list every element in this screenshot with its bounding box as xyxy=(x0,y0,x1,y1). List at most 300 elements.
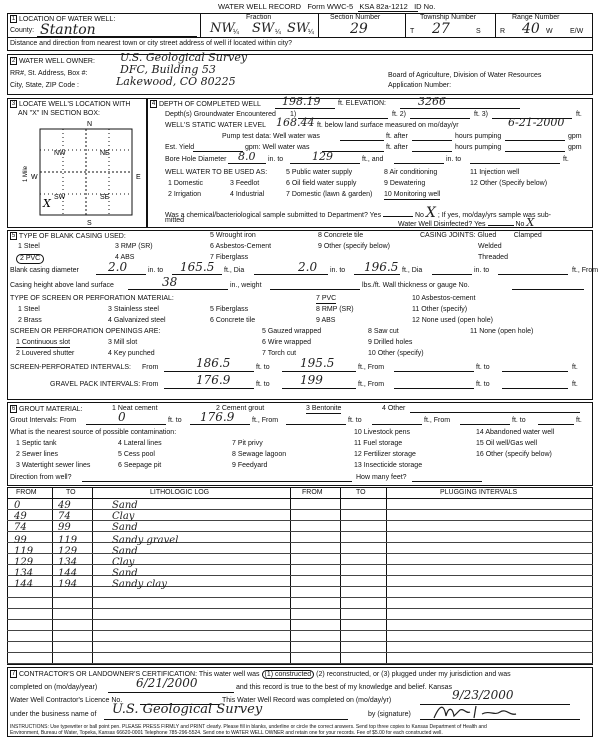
screen-fiberglass[interactable]: 5 Fiberglass xyxy=(210,306,249,313)
pump-line-2 xyxy=(412,140,452,141)
spi-ftend: ft. xyxy=(572,364,578,371)
chem-mitted: mitted xyxy=(165,217,185,224)
log-row-litho: Sand xyxy=(112,522,138,533)
pump-line-3 xyxy=(505,140,565,141)
id-line xyxy=(358,11,418,12)
s1-divider-2 xyxy=(318,13,319,38)
log-row-from: 74 xyxy=(14,522,27,533)
open-drilled[interactable]: 9 Drilled holes xyxy=(368,339,413,346)
grout-line-3 xyxy=(286,424,346,425)
use-air-conditioning[interactable]: 8 Air conditioning xyxy=(384,169,438,176)
casing-joints-clamped[interactable]: Clamped xyxy=(513,232,542,239)
range-ew: E/W xyxy=(570,28,584,35)
casing-diameter-label: Blank casing diameter xyxy=(10,267,79,274)
casing-diameter-1: 2.0 xyxy=(108,260,128,274)
log-header-to-2: TO xyxy=(356,489,366,496)
contam-oil-gas[interactable]: 15 Oil well/Gas well xyxy=(476,440,538,447)
completed-tail: and this record is true to the best of my knowledge and belief. Kansas xyxy=(236,684,452,691)
license-label: Water Well Contractor's Licence No. xyxy=(10,697,123,704)
contam-sewage-lagoon[interactable]: 8 Sewage lagoon xyxy=(232,451,287,458)
completed-date: 6/21/2000 xyxy=(136,676,198,690)
contam-sewer[interactable]: 2 Sewer lines xyxy=(16,451,59,458)
gw-2: ft. 2) xyxy=(392,111,407,118)
direction-line xyxy=(82,481,352,482)
screen-other[interactable]: 11 Other (specify) xyxy=(412,306,468,313)
cert-line-1 xyxy=(10,670,511,679)
contam-insecticide[interactable]: 13 Insecticide storage xyxy=(354,462,423,469)
static-level-value: 168.44 xyxy=(276,116,315,129)
s7-number: 7 xyxy=(11,671,16,677)
nw-label: NW xyxy=(54,150,66,157)
casing-asbestos[interactable]: 6 Asbestos-Cement xyxy=(210,243,272,250)
signature-label: by (signature) xyxy=(368,711,411,718)
grout-bentonite[interactable]: 3 Bentonite xyxy=(306,405,341,414)
log-row-from: 119 xyxy=(14,546,34,557)
grout-other[interactable]: 4 Other xyxy=(382,405,406,412)
open-torch-cut[interactable]: 7 Torch cut xyxy=(262,350,297,357)
log-rule xyxy=(7,597,593,598)
board-label: Board of Agriculture, Division of Water Resources xyxy=(388,72,542,79)
disinfect-row xyxy=(398,217,534,230)
form-number: Form WWC-5 xyxy=(307,2,354,11)
yield-line xyxy=(193,151,243,152)
casing-weight-label: in., weight xyxy=(230,282,262,289)
screen-steel[interactable]: 1 Steel xyxy=(18,306,40,313)
grout-line-6 xyxy=(538,424,574,425)
open-continuous[interactable]: 1 Continuous slot xyxy=(16,339,70,348)
chem-no-mark: X xyxy=(425,205,436,221)
quarter-3: SW xyxy=(287,21,310,36)
contam-watertight-sewer[interactable]: 3 Watertight sewer lines xyxy=(16,462,91,469)
log-row-to: 49 xyxy=(58,500,71,511)
grout-line-1 xyxy=(86,424,166,425)
static-level-date: 6-21-2000 xyxy=(508,116,565,129)
s1-divider-1 xyxy=(200,13,201,38)
dia-to-2: in. to xyxy=(330,267,346,274)
depth-row xyxy=(150,100,261,109)
casing-other[interactable]: 9 Other (specify below) xyxy=(318,243,390,250)
log-row-litho: Sand xyxy=(112,546,138,557)
wall-thickness-label: lbs./ft. Wall thickness or gauge No. xyxy=(362,282,470,289)
chem-tail: ; If yes, mo/day/yrs sample was sub- xyxy=(437,212,552,219)
city-value: Lakewood, CO 80225 xyxy=(116,75,236,88)
casing-joints-glued[interactable]: CASING JOINTS: Glued xyxy=(420,232,497,239)
signature-stroke xyxy=(434,706,516,718)
bore-line xyxy=(228,163,266,164)
quarter-2: SW xyxy=(252,21,275,36)
s2-title: WATER WELL OWNER: xyxy=(18,57,95,65)
depth-label: DEPTH OF COMPLETED WELL xyxy=(158,100,261,108)
dia-ftdia: ft., Dia xyxy=(224,267,245,274)
address-value: DFC, Building 53 xyxy=(120,63,216,76)
open-gauzed[interactable]: 5 Gauzed wrapped xyxy=(262,328,322,335)
yield-hours: hours pumping xyxy=(455,144,502,151)
casing-concrete-tile[interactable]: 8 Concrete tile xyxy=(318,232,364,239)
bore-to-value: 129 xyxy=(312,150,333,163)
spi-line-4 xyxy=(502,371,568,372)
location-x-mark: X xyxy=(43,197,51,210)
quarter-3-suffix: ¼ xyxy=(308,29,314,36)
casing-joints xyxy=(420,232,542,240)
east-label: E xyxy=(136,174,141,181)
bore-and: ft., and xyxy=(362,156,384,163)
s6-label xyxy=(10,405,82,414)
cert-text-1: This water well was xyxy=(198,670,260,678)
quarter-2-suffix: ¼ xyxy=(275,29,281,36)
casing-abs[interactable]: 4 ABS xyxy=(115,254,135,261)
township-value: 27 xyxy=(432,21,450,37)
bore-to-label: in. to xyxy=(268,156,284,163)
bore-line-4 xyxy=(470,163,560,164)
open-mill-slot[interactable]: 3 Mill slot xyxy=(108,339,138,346)
log-rule xyxy=(7,531,593,532)
se-label: SE xyxy=(100,194,110,201)
contam-feedyard[interactable]: 9 Feedyard xyxy=(232,462,268,469)
range-value: 40 xyxy=(522,21,540,37)
casing-diameter-2: 2.0 xyxy=(298,260,318,274)
gravel-pack-label: GRAVEL PACK INTERVALS: xyxy=(50,381,141,388)
use-oil-field[interactable]: 6 Oil field water supply xyxy=(286,180,357,187)
disinfect-yes-line[interactable] xyxy=(488,225,514,226)
township-label: Township Number xyxy=(420,14,477,21)
screen-material-label: TYPE OF SCREEN OR PERFORATION MATERIAL: xyxy=(10,295,174,302)
grout-ftto: ft. to xyxy=(348,417,362,424)
casing-wrought-iron[interactable]: 5 Wrought iron xyxy=(210,232,256,239)
spi-line-2 xyxy=(282,371,356,372)
log-row-to: 129 xyxy=(58,546,78,557)
log-row-to: 134 xyxy=(58,557,78,568)
log-header-from-2: FROM xyxy=(302,489,323,496)
log-header-to: TO xyxy=(66,489,76,496)
range-suffix: W xyxy=(546,28,553,35)
use-lawn-garden[interactable]: 7 Domestic (lawn & garden) xyxy=(286,191,373,198)
log-rule xyxy=(7,564,593,565)
gpi-line-1 xyxy=(164,388,254,389)
contam-pit-privy[interactable]: 7 Pit privy xyxy=(232,440,263,447)
pump-after: ft. after xyxy=(386,133,408,140)
log-row-from: 144 xyxy=(14,579,34,590)
casing-joints-welded[interactable]: Welded xyxy=(478,243,502,250)
screen-none[interactable]: 12 None used (open hole) xyxy=(412,317,493,324)
use-dewatering[interactable]: 9 Dewatering xyxy=(384,180,426,187)
pump-line-1 xyxy=(340,140,384,141)
s2-number: 2 xyxy=(11,58,16,64)
sw-label: SW xyxy=(54,194,66,201)
log-row-litho: Sand xyxy=(112,500,138,511)
open-other[interactable]: 10 Other (specify) xyxy=(368,350,424,357)
fraction-label: Fraction xyxy=(246,14,272,21)
gpi-line-4 xyxy=(502,388,568,389)
weight-line xyxy=(270,289,360,290)
elevation-line xyxy=(400,108,520,109)
record-completed-date: 9/23/2000 xyxy=(452,688,514,702)
log-rule xyxy=(7,575,593,576)
dia-line-5 xyxy=(432,274,472,275)
grout-line-4 xyxy=(372,424,422,425)
open-louvered[interactable]: 2 Louvered shutter xyxy=(16,350,75,357)
contam-other[interactable]: 16 Other (specify below) xyxy=(476,451,552,458)
use-irrigation[interactable]: 2 Irrigation xyxy=(168,191,202,198)
dia-end: in. to xyxy=(474,267,490,274)
use-domestic[interactable]: 1 Domestic xyxy=(168,180,204,187)
grout-ftto-2: ft. to xyxy=(512,417,526,424)
grout-to: ft. to xyxy=(168,417,182,424)
log-row-to: 194 xyxy=(58,579,78,590)
application-number-label: Application Number: xyxy=(388,82,452,89)
use-monitoring-well[interactable]: 10 Monitoring well xyxy=(384,191,440,200)
gw-3: ft. 3) xyxy=(474,111,489,118)
log-rule xyxy=(7,542,593,543)
casing-joints-threaded[interactable]: Threaded xyxy=(478,254,508,261)
log-row-litho: Clay xyxy=(112,511,135,522)
casing-depth-1: 165.5 xyxy=(180,260,215,274)
casing-height-label: Casing height above land surface xyxy=(10,282,114,289)
height-line xyxy=(128,289,228,290)
s5-title: TYPE OF BLANK CASING USED: xyxy=(18,232,126,240)
s3-label xyxy=(10,100,131,109)
log-col-2 xyxy=(92,487,93,665)
log-rule xyxy=(7,586,593,587)
county-line xyxy=(37,36,197,37)
grout-neat-cement[interactable]: 1 Neat cement xyxy=(112,405,158,412)
log-header-plugging: PLUGGING INTERVALS xyxy=(440,489,518,496)
statute: KSA 82a-1212 xyxy=(359,2,408,11)
casing-rmp[interactable]: 3 RMP (SR) xyxy=(115,243,153,250)
dia-line-6 xyxy=(498,274,568,275)
instructions-2: Environment, Bureau of Water, Topeka, Kansas 66620-0001 Telephone 785-296-5524. Send one to WATER WELL OWNER and retain one for your records. Fee of $5.00 for each constructed well. xyxy=(10,730,443,736)
screen-asbestos[interactable]: 10 Asbestos-cement xyxy=(412,295,476,302)
completed-label: completed on (mo/day/year) xyxy=(10,684,98,691)
county-value: Stanton xyxy=(40,22,96,38)
disinfect-no-mark: X xyxy=(526,216,535,229)
township-prefix: T xyxy=(410,28,415,35)
grout-intervals-label: Grout Intervals: From xyxy=(10,417,77,424)
screen-intervals-label: SCREEN-PERFORATED INTERVALS: xyxy=(10,364,131,371)
screen-abs[interactable]: 9 ABS xyxy=(316,317,336,324)
gpi-ftto: ft. to xyxy=(256,381,270,388)
yield-line-3 xyxy=(412,151,452,152)
bore-to-line xyxy=(290,163,360,164)
id-label: ID No. xyxy=(414,2,436,11)
s3-title: LOCATE WELL'S LOCATION WITH xyxy=(18,100,131,108)
screen-interval-to: 195.5 xyxy=(300,356,335,370)
spi-line-1 xyxy=(164,371,254,372)
static-level-label: WELL'S STATIC WATER LEVEL xyxy=(165,122,267,129)
cert-constructed[interactable]: (1) constructed xyxy=(262,670,315,679)
spi-from-label: From xyxy=(142,364,159,371)
s1-title: LOCATION OF WATER WELL: xyxy=(18,15,116,23)
s5-label xyxy=(10,232,126,241)
business-label: under the business name of xyxy=(10,711,97,718)
log-col-5 xyxy=(386,487,387,665)
chem-no-label: No xyxy=(414,212,424,219)
use-public-water[interactable]: 5 Public water supply xyxy=(286,169,353,176)
use-industrial[interactable]: 4 Industrial xyxy=(230,191,265,198)
screen-pvc[interactable]: 7 PVC xyxy=(316,295,336,304)
yield-mid: gpm: Well water was xyxy=(245,144,310,151)
contam-fertilizer[interactable]: 12 Fertilizer storage xyxy=(354,451,416,458)
log-row-to: 119 xyxy=(58,535,78,546)
section-locator-grid[interactable] xyxy=(10,117,145,227)
casing-pvc[interactable]: 2 PVC xyxy=(16,254,44,264)
grout-line-2 xyxy=(190,424,250,425)
screen-rmp[interactable]: 8 RMP (SR) xyxy=(316,306,354,313)
log-rule xyxy=(7,608,593,609)
gpi-line-2 xyxy=(282,388,356,389)
use-injection-well[interactable]: 11 Injection well xyxy=(470,169,520,176)
casing-height-value: 38 xyxy=(162,275,178,289)
log-row-litho: Sandy gravel xyxy=(112,535,179,546)
grout-interval-from: 0 xyxy=(118,410,126,424)
s6-number: 6 xyxy=(11,406,16,412)
log-col-3 xyxy=(290,487,291,665)
log-row-to: 74 xyxy=(58,511,71,522)
bore-value: 8.0 xyxy=(238,150,256,163)
log-row-litho: Sandy clay xyxy=(112,579,167,590)
spi-ftto-2: ft. to xyxy=(476,364,490,371)
contam-livestock[interactable]: 10 Livestock pens xyxy=(354,429,411,436)
open-key-punched[interactable]: 4 Key punched xyxy=(108,350,155,357)
gw-line-2 xyxy=(410,118,470,119)
grout-interval-to: 176.9 xyxy=(200,410,235,424)
gravel-pack-from: 176.9 xyxy=(196,373,231,387)
use-other[interactable]: 12 Other (Specify below) xyxy=(470,180,548,187)
cert-label: CONTRACTOR'S OR LANDOWNER'S CERTIFICATION: xyxy=(18,670,198,678)
log-row-from: 134 xyxy=(14,568,34,579)
log-row-to: 144 xyxy=(58,568,78,579)
wall-line xyxy=(512,289,584,290)
s1-divider-3 xyxy=(405,13,406,38)
spi-ftto: ft. to xyxy=(256,364,270,371)
disinfect-no-label: No xyxy=(515,221,525,228)
log-rule xyxy=(7,553,593,554)
log-rule xyxy=(7,520,593,521)
casing-fiberglass[interactable]: 7 Fiberglass xyxy=(210,254,249,261)
gravel-pack-to: 199 xyxy=(300,373,323,387)
screen-interval-from: 186.5 xyxy=(196,356,231,370)
yield-after: ft. after xyxy=(386,144,408,151)
open-wire-wrapped[interactable]: 6 Wire wrapped xyxy=(262,339,312,346)
log-rule xyxy=(7,630,593,631)
bore-ft: ft. xyxy=(563,156,569,163)
gpi-from-label: From xyxy=(142,381,159,388)
use-label: WELL WATER TO BE USED AS: xyxy=(165,169,268,176)
elevation-value: 3266 xyxy=(418,95,446,108)
use-feedlot[interactable]: 3 Feedlot xyxy=(230,180,260,187)
casing-steel[interactable]: 1 Steel xyxy=(18,243,40,250)
form-title: WATER WELL RECORD xyxy=(218,2,302,11)
completed-line xyxy=(108,692,234,693)
mile-label: 1 Mile xyxy=(23,165,29,182)
s6-title: GROUT MATERIAL: xyxy=(18,405,83,413)
s3-number: 3 xyxy=(11,101,16,107)
log-header-lithologic: LITHOLOGIC LOG xyxy=(150,489,210,496)
disinfect-label: Water Well Disinfected? Yes xyxy=(398,221,486,228)
s1-number: 1 xyxy=(11,16,16,22)
gpi-line-3 xyxy=(394,388,474,389)
contam-seepage-pit[interactable]: 6 Seepage pit xyxy=(118,462,162,469)
screen-galvanized[interactable]: 4 Galvanized steel xyxy=(108,317,166,324)
dia-line-1 xyxy=(96,274,146,275)
section-label: Section Number xyxy=(330,14,381,21)
contam-lateral-lines[interactable]: 4 Lateral lines xyxy=(118,440,162,447)
pump-gpm: gpm xyxy=(568,133,582,140)
signature-line xyxy=(420,719,580,720)
business-name: U.S. Geological Survey xyxy=(112,702,263,717)
screen-brass[interactable]: 2 Brass xyxy=(18,317,42,324)
log-row-from: 49 xyxy=(14,511,27,522)
log-rule xyxy=(7,663,593,664)
contam-septic[interactable]: 1 Septic tank xyxy=(16,440,57,447)
section-value: 29 xyxy=(350,21,368,37)
screen-concrete[interactable]: 6 Concrete tile xyxy=(210,317,256,324)
record-completed-label: This Water Well Record was completed on (mo/day/yr) xyxy=(222,697,392,704)
dia-line-4 xyxy=(354,274,400,275)
how-many-line xyxy=(412,481,482,482)
log-row-to: 99 xyxy=(58,522,71,533)
west-label: W xyxy=(31,174,38,181)
north-label: N xyxy=(87,121,93,128)
bore-label: Bore Hole Diameter xyxy=(165,156,227,163)
grout-other-line xyxy=(410,412,580,413)
groundwater-label: Depth(s) Groundwater Encountered xyxy=(165,111,276,118)
gw-ft: ft. xyxy=(576,111,582,118)
pump-hours: hours pumping xyxy=(455,133,502,140)
open-saw-cut[interactable]: 8 Saw cut xyxy=(368,328,399,335)
gw-1: 1) xyxy=(290,111,297,118)
yield-gpm: gpm xyxy=(568,144,582,151)
casing-depth-2: 196.5 xyxy=(364,260,399,274)
dia-ft: ft., From xyxy=(572,267,599,274)
quarter-1: NW xyxy=(210,21,235,36)
log-rule xyxy=(7,509,593,510)
log-rule xyxy=(7,641,593,642)
cert-text-2: (2) reconstructed, or (3) plugged under my jurisdiction and was xyxy=(316,670,511,678)
instructions-1: INSTRUCTIONS: Use typewriter or ball point pen. PLEASE PRESS FIRMLY and PRINT clearly. Please fill in blanks, underline or circle the correct answers. Send top three copies to Kansas Department of Health and xyxy=(10,724,487,730)
screen-stainless[interactable]: 3 Stainless steel xyxy=(108,306,159,313)
chem-label: Was a chemical/bacteriological sample submitted to Department? Yes xyxy=(165,212,382,219)
s3-subtitle: AN "X" IN SECTION BOX: xyxy=(18,110,100,117)
log-header-rule xyxy=(7,498,593,499)
gpi-ftend: ft. xyxy=(572,381,578,388)
log-col-1 xyxy=(52,487,53,665)
grout-ftend: ft. xyxy=(576,417,582,424)
grout-cement-grout[interactable]: 2 Cement grout xyxy=(216,405,265,412)
distance-label: Distance and direction from nearest town or city street address of well if located within city? xyxy=(10,40,293,47)
open-none[interactable]: 11 None (open hole) xyxy=(470,328,534,335)
dia-line-2 xyxy=(172,274,222,275)
yield-label: Est. Yield xyxy=(165,144,195,151)
owner-value: U.S. Geological Survey xyxy=(120,51,248,64)
contam-fuel[interactable]: 11 Fuel storage xyxy=(354,440,403,447)
grout-ftfrom: ft., From xyxy=(424,417,451,424)
south-label: S xyxy=(87,220,92,227)
range-prefix: R xyxy=(500,28,506,35)
log-rule xyxy=(7,652,593,653)
city-label: City, State, ZIP Code : xyxy=(10,82,79,89)
contam-cess-pool[interactable]: 5 Cess pool xyxy=(118,451,155,458)
log-row-litho: Clay xyxy=(112,557,135,568)
log-row-from: 99 xyxy=(14,535,27,546)
grout-tail: ft., From xyxy=(252,417,279,424)
s4-number: 4 xyxy=(151,101,156,107)
contam-abandoned-well[interactable]: 14 Abandoned water well xyxy=(476,429,555,436)
elevation-label: ft. ELEVATION: xyxy=(338,100,386,107)
log-row-from: 129 xyxy=(14,557,34,568)
log-rule xyxy=(7,619,593,620)
township-suffix: S xyxy=(476,28,481,35)
county-label: County: xyxy=(10,27,35,34)
